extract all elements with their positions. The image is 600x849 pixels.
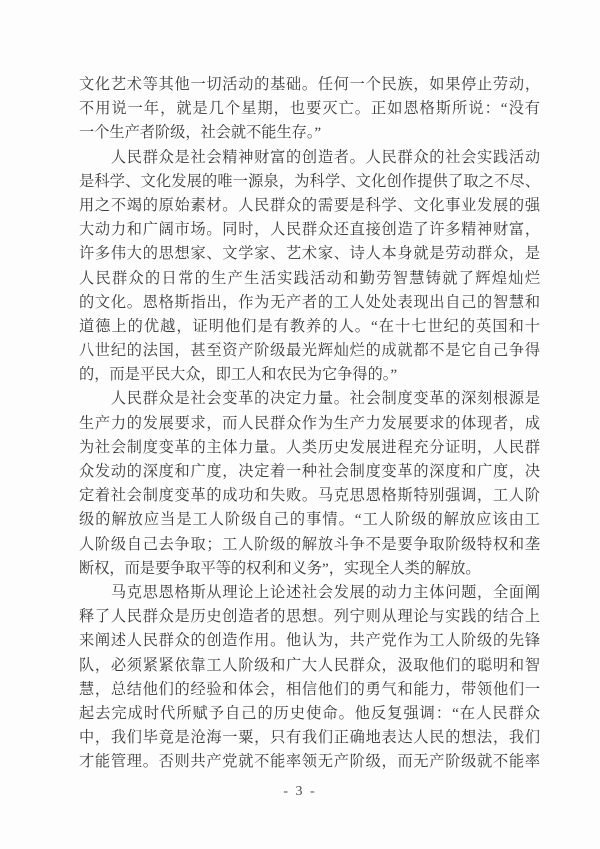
document-line: 为社会制度变革的主体力量。人类历史发展进程充分证明，人民群 [79,438,540,456]
document-line: 人民群众是社会精神财富的创造者。人民群众的社会实践活动 [79,148,540,166]
document-line: 用之不竭的原始素材。人民群众的需要是科学、文化事业发展的强 [79,196,540,214]
document-line: 起去完成时代所赋予自己的历史使命。他反复强调：“在人民群众 [79,704,540,722]
document-line: 的文化。恩格斯指出，作为无产者的工人处处表现出自己的智慧和 [79,293,540,311]
document-line: 是科学、文化发展的唯一源泉，为科学、文化创作提供了取之不尽、 [79,172,540,190]
document-line: 大动力和广阔市场。同时，人民群众还直接创造了许多精神财富， [79,221,540,239]
document-line: 许多伟大的思想家、文学家、艺术家、诗人本身就是劳动群众，是 [79,245,540,263]
document-line: 才能管理。否则共产党就不能率领无产阶级，而无产阶级就不能率 [79,753,540,771]
document-line: 文化艺术等其他一切活动的基础。任何一个民族，如果停止劳动， [79,76,540,93]
document-line: 中，我们毕竟是沧海一粟，只有我们正确地表达人民的想法，我们 [79,729,540,747]
document-line: 定着社会制度变革的成功和失败。马克思恩格斯特别强调，工人阶 [79,487,540,505]
document-line: 一个生产者阶级，社会就不能生存。” [79,124,322,142]
document-line: 众发动的深度和广度，决定着一种社会制度变革的深度和广度，决 [79,463,540,480]
document-body [79,73,540,774]
document-line: 来阐述人民群众的创造作用。他认为，共产党作为工人阶级的先锋 [79,632,540,650]
document-line: 生产力的发展要求，而人民群众作为生产力发展要求的体现者，成 [79,414,540,432]
document-line: 道德上的优越，证明他们是有教养的人。“在十七世纪的英国和十 [79,317,540,335]
document-line: 人民群众的日常的生产生活实践活动和勤劳智慧铸就了辉煌灿烂 [79,269,540,287]
document-line: 人民群众是社会变革的决定力量。社会制度变革的深刻根源是 [79,390,540,408]
document-line: 马克思恩格斯从理论上论述社会发展的动力主体问题，全面阐 [79,583,540,601]
document-line: 人阶级自己去争取；工人阶级的解放斗争不是要争取阶级特权和垄 [79,535,540,553]
document-line: 八世纪的法国，甚至资产阶级最光辉灿烂的成就都不是它自己争得 [79,342,540,360]
document-line: 慧，总结他们的经验和体会，相信他们的勇气和能力，带领他们一 [79,680,540,698]
document-line: 断权，而是要争取平等的权利和义务”，实现全人类的解放。 [79,559,481,577]
document-line: 释了人民群众是历史创造者的思想。列宁则从理论与实践的结合上 [79,608,540,626]
document-line: 队，必须紧紧依靠工人阶级和广大人民群众，汲取他们的聪明和智 [79,656,540,674]
document-line: 的，而是平民大众，即工人和农民为它争得的。” [79,366,398,384]
document-line: 不用说一年，就是几个星期，也要灭亡。正如恩格斯所说：“没有 [79,100,540,118]
page-number: - 3 - [283,784,317,799]
document-line: 级的解放应当是工人阶级自己的事情。“工人阶级的解放应该由工 [79,511,540,529]
